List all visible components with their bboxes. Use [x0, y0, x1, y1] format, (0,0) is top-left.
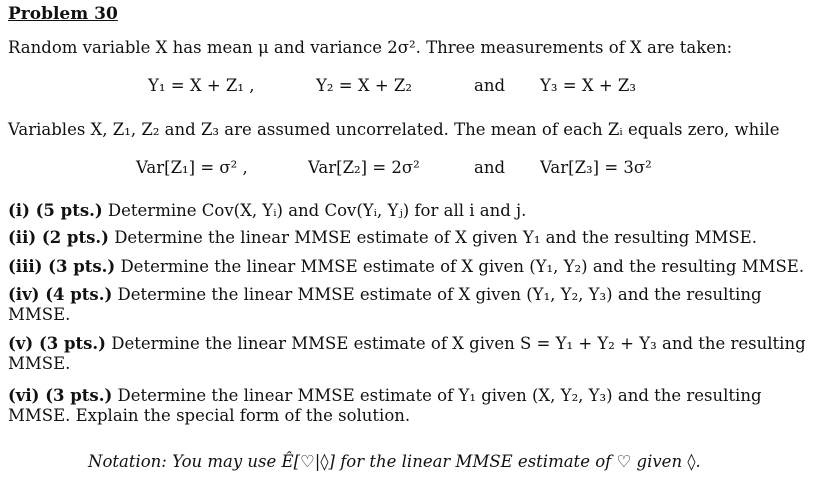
- part-vi: [8, 386, 808, 426]
- part-iii: [8, 257, 808, 277]
- intro-text: Random variable X has mean μ and variance 2σ². Three measurements of X are taken:: [8, 38, 733, 57]
- measurement-eq-2: Y₂ = X + Z₂: [316, 76, 412, 95]
- problem-title: Problem 30: [8, 4, 118, 24]
- part-label: (iii) (3 pts.): [8, 257, 116, 276]
- part-label: (vi) (3 pts.): [8, 386, 113, 405]
- part-ii: [8, 228, 808, 248]
- variance-eq-1: Var[Z₁] = σ² ,: [136, 158, 248, 177]
- measurement-eq-3: Y₃ = X + Z₃: [540, 76, 636, 95]
- part-text: Determine the linear MMSE estimate of X given Y₁ and the resulting MMSE.: [114, 228, 757, 247]
- part-text: Determine the linear MMSE estimate of Y₁ given (X, Y₂, Y₃) and the resulting MMSE. Explain the special form of the solution.: [8, 386, 762, 425]
- assumption-text: Variables X, Z₁, Z₂ and Z₃ are assumed uncorrelated. The mean of each Zᵢ equals zero, while: [8, 120, 780, 139]
- and-word-1: and: [474, 76, 506, 95]
- part-iv: [8, 285, 808, 325]
- part-text: Determine Cov(X, Yᵢ) and Cov(Yᵢ, Yⱼ) for all i and j.: [107, 201, 527, 220]
- part-text: Determine the linear MMSE estimate of X given S = Y₁ + Y₂ + Y₃ and the resulting MMSE.: [8, 334, 806, 373]
- part-text: Determine the linear MMSE estimate of X given (Y₁, Y₂) and the resulting MMSE.: [120, 257, 805, 276]
- variance-eq-3: Var[Z₃] = 3σ²: [540, 158, 652, 177]
- part-label: (v) (3 pts.): [8, 334, 106, 353]
- part-label: (i) (5 pts.): [8, 201, 103, 220]
- part-label: (iv) (4 pts.): [8, 285, 113, 304]
- notation-note: Notation: You may use Ê[♡|◊] for the linear MMSE estimate of ♡ given ◊.: [88, 452, 701, 471]
- and-word-2: and: [474, 158, 506, 177]
- part-label: (ii) (2 pts.): [8, 228, 109, 247]
- part-i: [8, 201, 808, 221]
- part-text: Determine the linear MMSE estimate of X given (Y₁, Y₂, Y₃) and the resulting MMSE.: [8, 285, 762, 324]
- measurement-eq-1: Y₁ = X + Z₁ ,: [148, 76, 255, 95]
- variance-eq-2: Var[Z₂] = 2σ²: [308, 158, 420, 177]
- part-v: [8, 334, 808, 374]
